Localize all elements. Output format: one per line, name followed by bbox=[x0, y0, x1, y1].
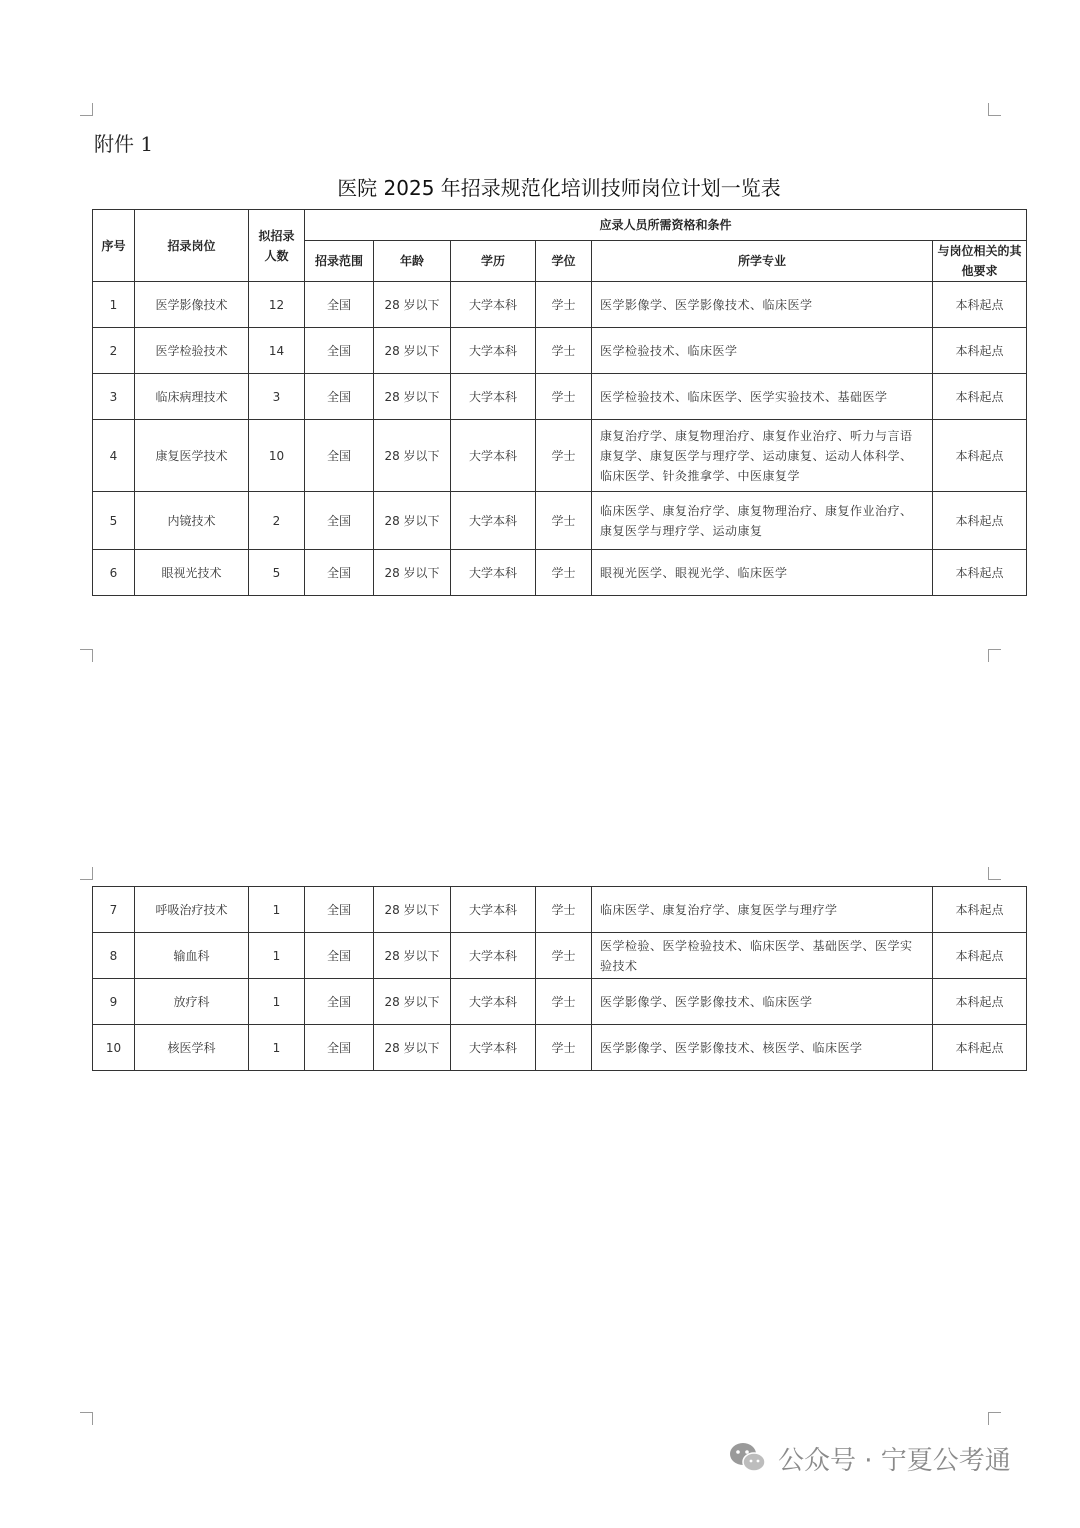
cell-count: 1 bbox=[249, 1025, 305, 1071]
cell-seq: 8 bbox=[93, 933, 135, 979]
cell-major: 医学影像学、医学影像技术、核医学、临床医学 bbox=[592, 1025, 933, 1071]
cell-seq: 4 bbox=[93, 420, 135, 492]
recruitment-table bbox=[92, 209, 1027, 596]
cell-major: 医学影像学、医学影像技术、临床医学 bbox=[592, 282, 933, 328]
table-row bbox=[93, 933, 1027, 979]
cell-position: 临床病理技术 bbox=[135, 374, 249, 420]
cell-other: 本科起点 bbox=[933, 328, 1027, 374]
cell-scope: 全国 bbox=[305, 550, 374, 596]
cell-position: 核医学科 bbox=[135, 1025, 249, 1071]
cell-major: 医学影像学、医学影像技术、临床医学 bbox=[592, 979, 933, 1025]
cell-major: 眼视光医学、眼视光学、临床医学 bbox=[592, 550, 933, 596]
header-count: 拟招录人数 bbox=[249, 210, 305, 282]
watermark-text: 公众号 · 宁夏公考通 bbox=[778, 1445, 1011, 1476]
wechat-icon bbox=[728, 1440, 768, 1476]
crop-mark bbox=[80, 1412, 93, 1425]
crop-mark bbox=[988, 103, 1001, 116]
header-age: 年龄 bbox=[374, 241, 451, 282]
cell-position: 康复医学技术 bbox=[135, 420, 249, 492]
table-row bbox=[93, 550, 1027, 596]
cell-other: 本科起点 bbox=[933, 374, 1027, 420]
cell-education: 大学本科 bbox=[451, 887, 536, 933]
cell-seq: 1 bbox=[93, 282, 135, 328]
cell-major: 医学检验技术、临床医学、医学实验技术、基础医学 bbox=[592, 374, 933, 420]
cell-other: 本科起点 bbox=[933, 933, 1027, 979]
cell-age: 28 岁以下 bbox=[374, 420, 451, 492]
cell-degree: 学士 bbox=[536, 420, 592, 492]
cell-age: 28 岁以下 bbox=[374, 374, 451, 420]
crop-mark bbox=[80, 867, 93, 880]
cell-education: 大学本科 bbox=[451, 979, 536, 1025]
cell-major: 康复治疗学、康复物理治疗、康复作业治疗、听力与言语康复学、康复医学与理疗学、运动康复、运动人体科学、临床医学、针灸推拿学、中医康复学 bbox=[592, 420, 933, 492]
cell-scope: 全国 bbox=[305, 374, 374, 420]
cell-other: 本科起点 bbox=[933, 887, 1027, 933]
table-row bbox=[93, 887, 1027, 933]
cell-degree: 学士 bbox=[536, 550, 592, 596]
cell-education: 大学本科 bbox=[451, 328, 536, 374]
cell-education: 大学本科 bbox=[451, 492, 536, 550]
cell-position: 呼吸治疗技术 bbox=[135, 887, 249, 933]
cell-scope: 全国 bbox=[305, 328, 374, 374]
cell-age: 28 岁以下 bbox=[374, 933, 451, 979]
cell-education: 大学本科 bbox=[451, 1025, 536, 1071]
cell-age: 28 岁以下 bbox=[374, 282, 451, 328]
table-row bbox=[93, 374, 1027, 420]
header-education: 学历 bbox=[451, 241, 536, 282]
cell-other: 本科起点 bbox=[933, 492, 1027, 550]
cell-other: 本科起点 bbox=[933, 282, 1027, 328]
table-row bbox=[93, 420, 1027, 492]
cell-count: 1 bbox=[249, 887, 305, 933]
cell-count: 2 bbox=[249, 492, 305, 550]
cell-age: 28 岁以下 bbox=[374, 328, 451, 374]
cell-scope: 全国 bbox=[305, 1025, 374, 1071]
cell-position: 放疗科 bbox=[135, 979, 249, 1025]
cell-scope: 全国 bbox=[305, 492, 374, 550]
cell-degree: 学士 bbox=[536, 887, 592, 933]
cell-seq: 6 bbox=[93, 550, 135, 596]
header-conditions: 应录人员所需资格和条件 bbox=[305, 210, 1027, 241]
cell-education: 大学本科 bbox=[451, 282, 536, 328]
cell-count: 1 bbox=[249, 979, 305, 1025]
header-scope: 招录范围 bbox=[305, 241, 374, 282]
cell-scope: 全国 bbox=[305, 420, 374, 492]
cell-seq: 5 bbox=[93, 492, 135, 550]
table-row bbox=[93, 328, 1027, 374]
cell-degree: 学士 bbox=[536, 979, 592, 1025]
cell-other: 本科起点 bbox=[933, 1025, 1027, 1071]
cell-major: 临床医学、康复治疗学、康复医学与理疗学 bbox=[592, 887, 933, 933]
cell-count: 10 bbox=[249, 420, 305, 492]
cell-age: 28 岁以下 bbox=[374, 887, 451, 933]
cell-seq: 3 bbox=[93, 374, 135, 420]
crop-mark bbox=[988, 1412, 1001, 1425]
header-other: 与岗位相关的其他要求 bbox=[933, 241, 1027, 282]
cell-other: 本科起点 bbox=[933, 420, 1027, 492]
cell-scope: 全国 bbox=[305, 887, 374, 933]
table-row bbox=[93, 492, 1027, 550]
cell-scope: 全国 bbox=[305, 979, 374, 1025]
cell-count: 5 bbox=[249, 550, 305, 596]
cell-scope: 全国 bbox=[305, 282, 374, 328]
crop-mark bbox=[80, 649, 93, 662]
header-major: 所学专业 bbox=[592, 241, 933, 282]
header-degree: 学位 bbox=[536, 241, 592, 282]
table-row bbox=[93, 1025, 1027, 1071]
header-position: 招录岗位 bbox=[135, 210, 249, 282]
cell-seq: 10 bbox=[93, 1025, 135, 1071]
cell-major: 临床医学、康复治疗学、康复物理治疗、康复作业治疗、康复医学与理疗学、运动康复 bbox=[592, 492, 933, 550]
attachment-label: 附件 1 bbox=[94, 132, 154, 156]
cell-degree: 学士 bbox=[536, 1025, 592, 1071]
cell-degree: 学士 bbox=[536, 328, 592, 374]
cell-position: 内镜技术 bbox=[135, 492, 249, 550]
cell-position: 输血科 bbox=[135, 933, 249, 979]
crop-mark bbox=[988, 649, 1001, 662]
cell-degree: 学士 bbox=[536, 492, 592, 550]
cell-major: 医学检验技术、临床医学 bbox=[592, 328, 933, 374]
cell-education: 大学本科 bbox=[451, 933, 536, 979]
table-row bbox=[93, 282, 1027, 328]
crop-mark bbox=[988, 867, 1001, 880]
cell-scope: 全国 bbox=[305, 933, 374, 979]
header-seq: 序号 bbox=[93, 210, 135, 282]
cell-other: 本科起点 bbox=[933, 979, 1027, 1025]
recruitment-table-continued bbox=[92, 886, 1027, 1071]
cell-count: 14 bbox=[249, 328, 305, 374]
cell-education: 大学本科 bbox=[451, 420, 536, 492]
cell-age: 28 岁以下 bbox=[374, 979, 451, 1025]
cell-degree: 学士 bbox=[536, 374, 592, 420]
crop-mark bbox=[80, 103, 93, 116]
cell-education: 大学本科 bbox=[451, 374, 536, 420]
cell-education: 大学本科 bbox=[451, 550, 536, 596]
cell-seq: 2 bbox=[93, 328, 135, 374]
cell-age: 28 岁以下 bbox=[374, 492, 451, 550]
cell-seq: 7 bbox=[93, 887, 135, 933]
cell-age: 28 岁以下 bbox=[374, 1025, 451, 1071]
page-title: 医院 2025 年招录规范化培训技师岗位计划一览表 bbox=[337, 176, 781, 200]
cell-major: 医学检验、医学检验技术、临床医学、基础医学、医学实验技术 bbox=[592, 933, 933, 979]
cell-degree: 学士 bbox=[536, 933, 592, 979]
cell-count: 1 bbox=[249, 933, 305, 979]
cell-seq: 9 bbox=[93, 979, 135, 1025]
cell-degree: 学士 bbox=[536, 282, 592, 328]
watermark bbox=[728, 1438, 1011, 1478]
cell-age: 28 岁以下 bbox=[374, 550, 451, 596]
table-row bbox=[93, 979, 1027, 1025]
cell-count: 12 bbox=[249, 282, 305, 328]
cell-position: 医学检验技术 bbox=[135, 328, 249, 374]
cell-position: 医学影像技术 bbox=[135, 282, 249, 328]
cell-count: 3 bbox=[249, 374, 305, 420]
cell-position: 眼视光技术 bbox=[135, 550, 249, 596]
cell-other: 本科起点 bbox=[933, 550, 1027, 596]
